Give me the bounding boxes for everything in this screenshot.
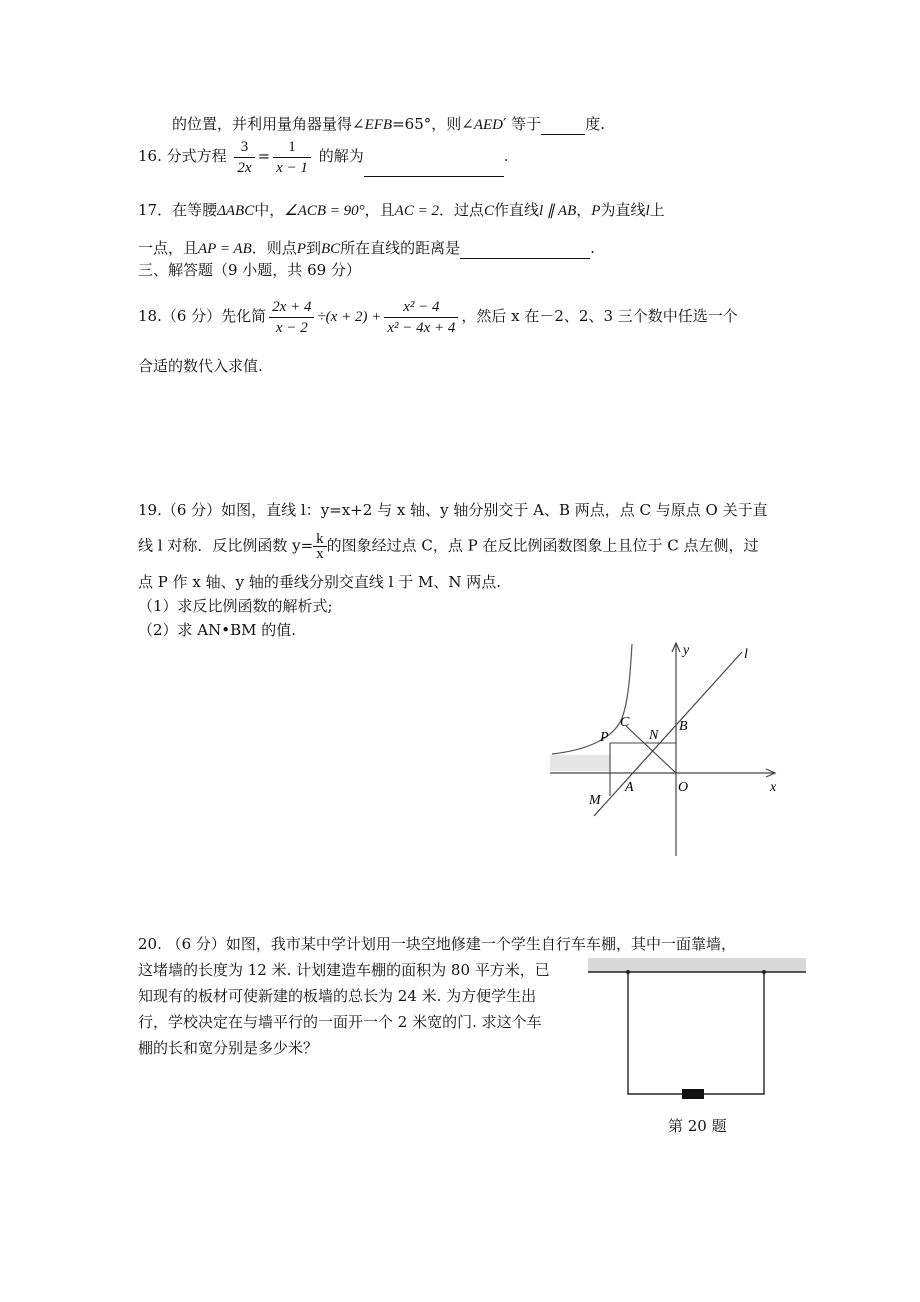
label-c: C	[620, 715, 630, 730]
question-19-line1: 19.（6 分）如图，直线 l：y=x+2 与 x 轴、y 轴分别交于 A、B 两点，点 C 与原点 O 关于直	[138, 501, 768, 519]
question-20-line1: 20. （6 分）如图，我市某中学计划用一块空地修建一个学生自行车车棚，其中一面靠墙，	[138, 935, 736, 953]
question-17-line2: 一点，且AP = AB．则点P到BC所在直线的距离是 .	[138, 239, 595, 257]
label-x: x	[770, 780, 777, 795]
question-20-line2: 这堵墙的长度为 12 米. 计划建造车棚的面积为 80 平方米，已	[138, 961, 550, 979]
label-o: O	[678, 780, 689, 795]
question-18-line2: 合适的数代入求值.	[138, 357, 263, 375]
hyperbola-curve	[552, 644, 632, 754]
door	[682, 1089, 704, 1099]
label-m: M	[589, 793, 601, 808]
question-17-line1: 17．在等腰ΔABC中，∠ACB = 90°，且AC = 2．过点C作直线l ∥ AB，P为直线l上	[138, 201, 665, 219]
label-a: A	[625, 780, 634, 795]
answer-blank-17[interactable]	[460, 238, 590, 259]
section-heading: 三、解答题（9 小题，共 69 分）	[138, 261, 361, 279]
label-b: B	[679, 719, 688, 734]
q20-figure	[586, 954, 808, 1104]
fraction-k-over-x: $\frac{k}{x}$	[313, 532, 327, 561]
question-19-sub2: （2）求 AN•BM 的值.	[138, 621, 297, 639]
fraction-2: $\frac{\text{x² − 4}}{\text{x² − 4x + 4}}$	[384, 297, 458, 338]
fraction-lhs: $\frac{3}{2x}$	[234, 137, 254, 178]
question-16: 16. 分式方程 $\frac{3}{2x}$ = $\frac{1}{x - 1}$ 的解为 .	[138, 136, 509, 178]
question-19-line3: 点 P 作 x 轴、y 轴的垂线分别交直线 l 于 M、N 两点.	[138, 573, 501, 591]
answer-blank-16[interactable]	[364, 136, 504, 177]
shed-outline	[628, 972, 764, 1094]
question-20-line4: 行，学校决定在与墙平行的一面开一个 2 米宽的门. 求这个车	[138, 1013, 542, 1031]
question-20-line5: 棚的长和宽分别是多少米？	[138, 1039, 319, 1057]
question-19-line2: 线 l 对称．反比例函数 y= $\frac{k}{x}$ 的图象经过点 C，点 P 在反比例函数图象上且位于 C 点左侧，过	[138, 531, 759, 562]
fraction-1: $\frac{2x + 4}{x - 2}$	[269, 297, 314, 338]
label-l: l	[744, 647, 748, 662]
question-20-line3: 知现有的板材可使新建的板墙的总长为 24 米. 为方便学生出	[138, 987, 537, 1005]
q19-graph	[548, 638, 788, 860]
label-p: P	[600, 730, 609, 745]
label-y: y	[683, 643, 690, 658]
question-18: 18.（6 分）先化简 $\frac{2x + 4}{x - 2}$ ÷(x + 2) + $\frac{\text{x² − 4}}{\text{x² − 4x + 4}}$ ，然后 x 在－2、2、3 三个数中任选一个	[138, 298, 738, 336]
shaded-band	[550, 755, 610, 771]
label-n: N	[649, 728, 659, 743]
figure-20-caption: 第 20 题	[668, 1117, 727, 1135]
question-19-sub1: （1）求反比例函数的解析式;	[138, 597, 333, 615]
fraction-rhs: $\frac{1}{x - 1}$	[273, 137, 311, 178]
line-l	[594, 652, 742, 816]
wall-hatch	[588, 958, 806, 972]
q15-tail-line: 的位置，并利用量角器量得∠EFB=65°，则∠AED′ 等于 度.	[172, 115, 605, 133]
answer-blank-15[interactable]	[541, 114, 585, 135]
